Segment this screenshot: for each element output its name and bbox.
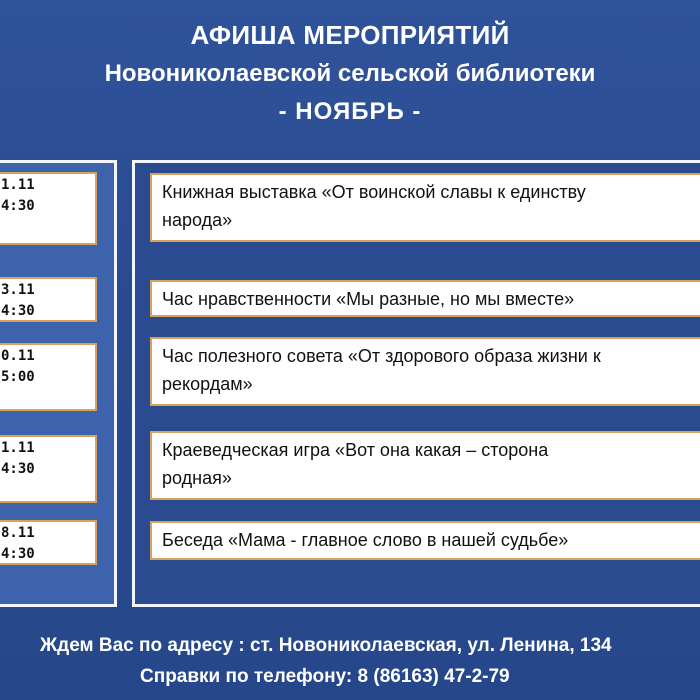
event-title-box-2	[150, 280, 700, 317]
event-date: 1.11	[1, 440, 35, 456]
event-title-line: народа»	[162, 210, 233, 230]
event-title-box-4	[150, 431, 700, 500]
poster-footer	[0, 625, 700, 700]
event-title-line: Беседа «Мама - главное слово в нашей судьбе»	[162, 530, 569, 550]
poster-title: АФИША МЕРОПРИЯТИЙ	[190, 20, 510, 50]
poster-header	[0, 0, 700, 150]
event-title-line: рекордам»	[162, 374, 253, 394]
footer-phone: Справки по телефону: 8 (86163) 47-2-79	[140, 666, 510, 687]
footer-address: Ждем Вас по адресу : ст. Новониколаевская, ул. Ленина, 134	[40, 635, 612, 656]
event-time: 4:30	[1, 546, 35, 562]
event-title-line: Краеведческая игра «Вот она какая – сторона	[162, 440, 549, 460]
event-time: 4:30	[1, 461, 35, 477]
event-date: 1.11	[1, 177, 35, 193]
event-time: 5:00	[1, 369, 35, 385]
event-title-box-1	[150, 173, 700, 242]
event-title-box-5	[150, 521, 700, 560]
event-date: 3.11	[1, 282, 35, 298]
event-title-line: Книжная выставка «От воинской славы к единству	[162, 182, 586, 202]
event-time: 4:30	[1, 303, 35, 319]
poster-month: - НОЯБРЬ -	[278, 98, 422, 125]
event-title-box-3	[150, 337, 700, 406]
event-time: 4:30	[1, 198, 35, 214]
event-date: 8.11	[1, 525, 35, 541]
event-title-line: родная»	[162, 468, 232, 488]
event-date-box-3	[0, 343, 97, 411]
event-title-line: Час полезного совета «От здорового образа жизни к	[162, 346, 601, 366]
event-date-box-1	[0, 172, 97, 245]
poster-subtitle: Новониколаевской сельской библиотеки	[104, 60, 596, 87]
event-date-box-2	[0, 277, 97, 322]
event-title-line: Час нравственности «Мы разные, но мы вместе»	[162, 289, 575, 309]
event-date-box-5	[0, 520, 97, 565]
event-date: 0.11	[1, 348, 35, 364]
event-date-box-4	[0, 435, 97, 503]
